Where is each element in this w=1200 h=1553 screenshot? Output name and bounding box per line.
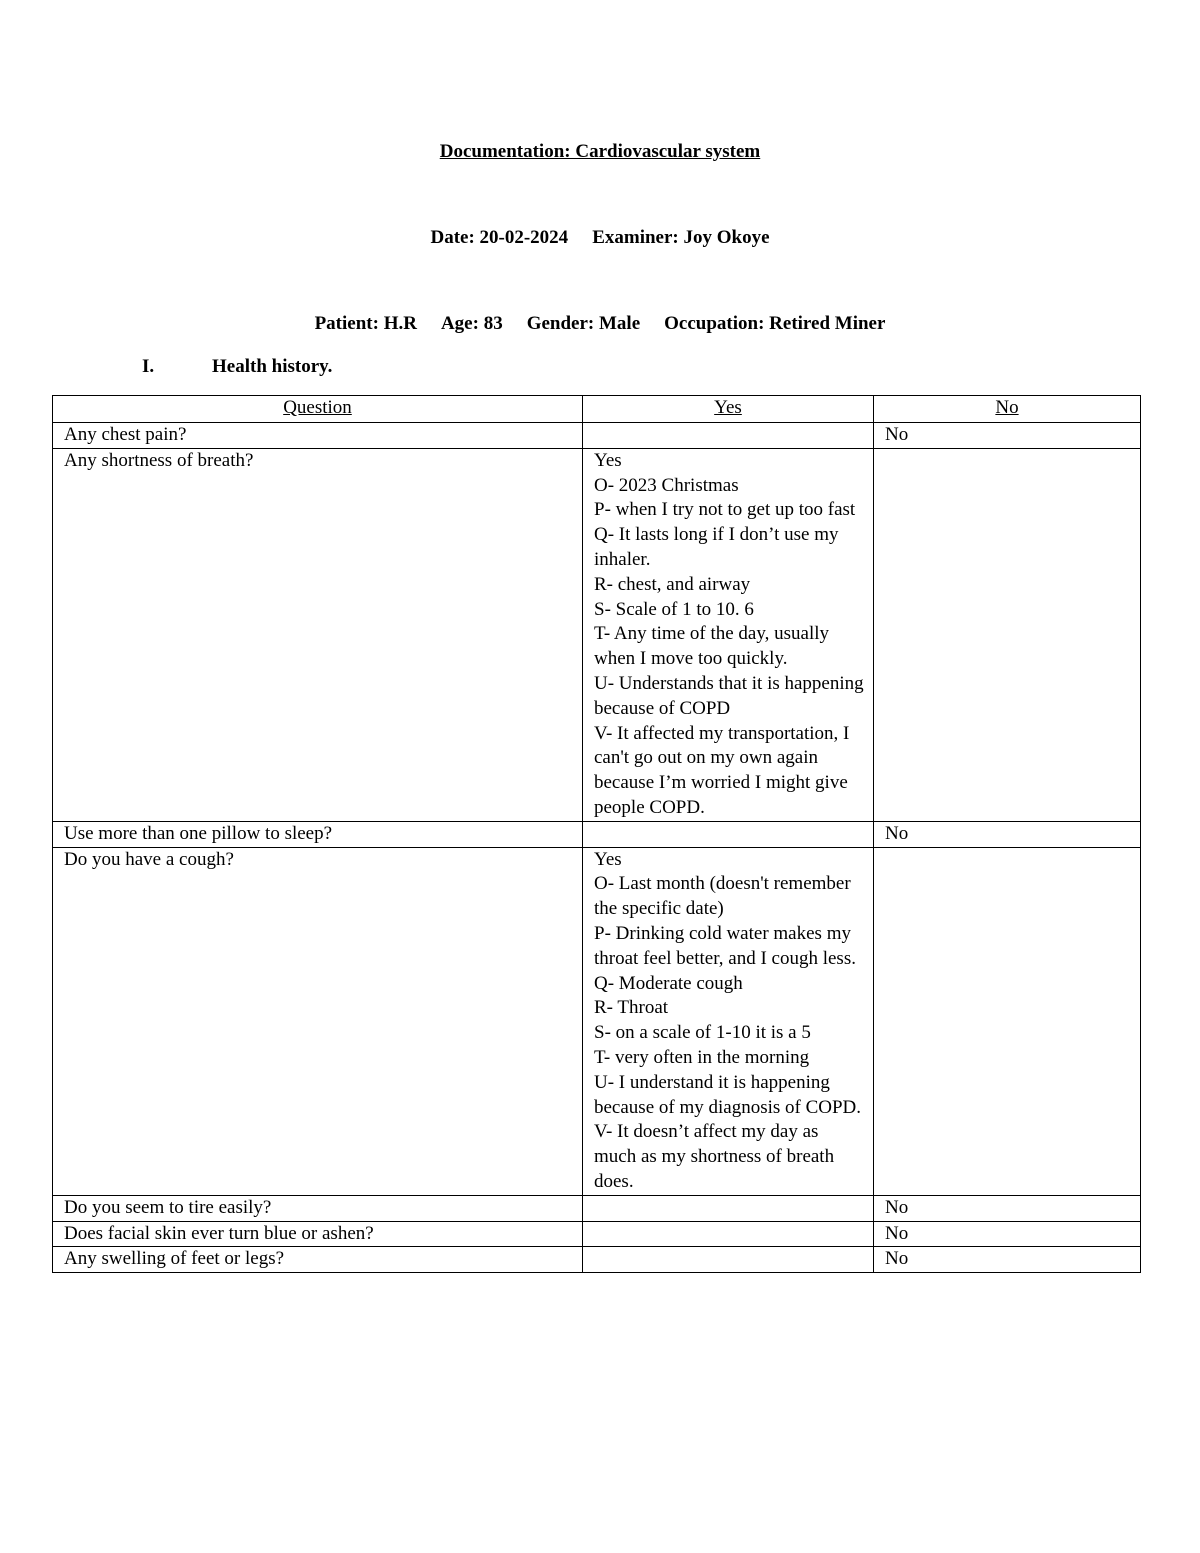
table-row (53, 448, 1141, 821)
yes-answer-line: T- very often in the morning (594, 1046, 810, 1068)
question-cell: Any swelling of feet or legs? (53, 1247, 583, 1273)
section-numeral: I. (142, 356, 155, 377)
examiner-label: Examiner: (592, 227, 679, 248)
patient-label: Patient: (314, 313, 379, 334)
table-row (53, 821, 1141, 847)
section-title: Health history. (212, 356, 333, 377)
date-examiner-line (0, 227, 1200, 249)
yes-cell (583, 448, 874, 821)
no-cell: No (874, 423, 1141, 449)
table-header-row (53, 396, 1141, 423)
table-row (53, 423, 1141, 449)
yes-answer-line: Q- Moderate cough (594, 972, 743, 994)
table-row (53, 1221, 1141, 1247)
table-row (53, 847, 1141, 1195)
section-heading (142, 356, 332, 378)
patient-value: H.R (383, 313, 417, 334)
yes-answer-line: T- Any time of the day, usually when I move too quickly. (594, 623, 830, 670)
occupation-label: Occupation: (664, 313, 765, 334)
yes-cell (583, 423, 874, 449)
yes-answer-line: Yes (594, 848, 622, 870)
yes-answer-line: Yes (594, 449, 622, 471)
yes-answer-line: U- Understands that it is happening because of COPD (594, 672, 864, 719)
gender-label: Gender: (526, 313, 595, 334)
yes-cell (583, 847, 874, 1195)
no-cell: No (874, 1195, 1141, 1221)
table-row (53, 1195, 1141, 1221)
yes-cell (583, 821, 874, 847)
question-cell: Do you have a cough? (53, 847, 583, 1195)
table-row (53, 1247, 1141, 1273)
no-cell (874, 448, 1141, 821)
date-label: Date: (430, 227, 475, 248)
column-header-yes: Yes (583, 396, 874, 423)
yes-answer-line: P- when I try not to get up too fast (594, 499, 856, 521)
no-cell: No (874, 1247, 1141, 1273)
date-value: 20-02-2024 (479, 227, 569, 248)
yes-answer-line: U- I understand it is happening because of my diagnosis of COPD. (594, 1071, 862, 1118)
table-body (53, 423, 1141, 1273)
yes-answer-line: S- Scale of 1 to 10. 6 (594, 598, 754, 620)
yes-answer-line: P- Drinking cold water makes my throat feel better, and I cough less. (594, 922, 856, 969)
examiner-value: Joy Okoye (683, 227, 770, 248)
question-cell: Do you seem to tire easily? (53, 1195, 583, 1221)
patient-info-line (0, 313, 1200, 335)
question-cell: Any chest pain? (53, 423, 583, 449)
yes-cell (583, 1195, 874, 1221)
no-cell (874, 847, 1141, 1195)
health-history-table (52, 395, 1141, 1273)
no-cell: No (874, 1221, 1141, 1247)
yes-cell (583, 1221, 874, 1247)
question-cell: Does facial skin ever turn blue or ashen? (53, 1221, 583, 1247)
yes-answer-line: Q- It lasts long if I don’t use my inhaler. (594, 524, 839, 570)
column-header-no: No (874, 396, 1141, 423)
question-cell: Use more than one pillow to sleep? (53, 821, 583, 847)
yes-answer-line: S- on a scale of 1-10 it is a 5 (594, 1022, 811, 1044)
no-cell: No (874, 821, 1141, 847)
age-label: Age: (440, 313, 479, 334)
yes-answer-line: V- It doesn’t affect my day as much as my shortness of breath does. (594, 1121, 835, 1192)
yes-cell (583, 1247, 874, 1273)
yes-answer-line: O- Last month (doesn't remember the specific date) (594, 873, 851, 920)
yes-answer-line: O- 2023 Christmas (594, 474, 739, 496)
yes-answer-line: R- chest, and airway (594, 573, 751, 595)
page-title: Documentation: Cardiovascular system (439, 141, 761, 162)
occupation-value: Retired Miner (769, 313, 886, 334)
yes-answer-line: R- Throat (594, 997, 669, 1019)
age-value: 83 (483, 313, 503, 334)
yes-answer-line: V- It affected my transportation, I can't go out on my own again because I’m worried I might give people COPD. (594, 722, 850, 818)
gender-value: Male (598, 313, 641, 334)
question-cell: Any shortness of breath? (53, 448, 583, 821)
column-header-question: Question (53, 396, 583, 423)
